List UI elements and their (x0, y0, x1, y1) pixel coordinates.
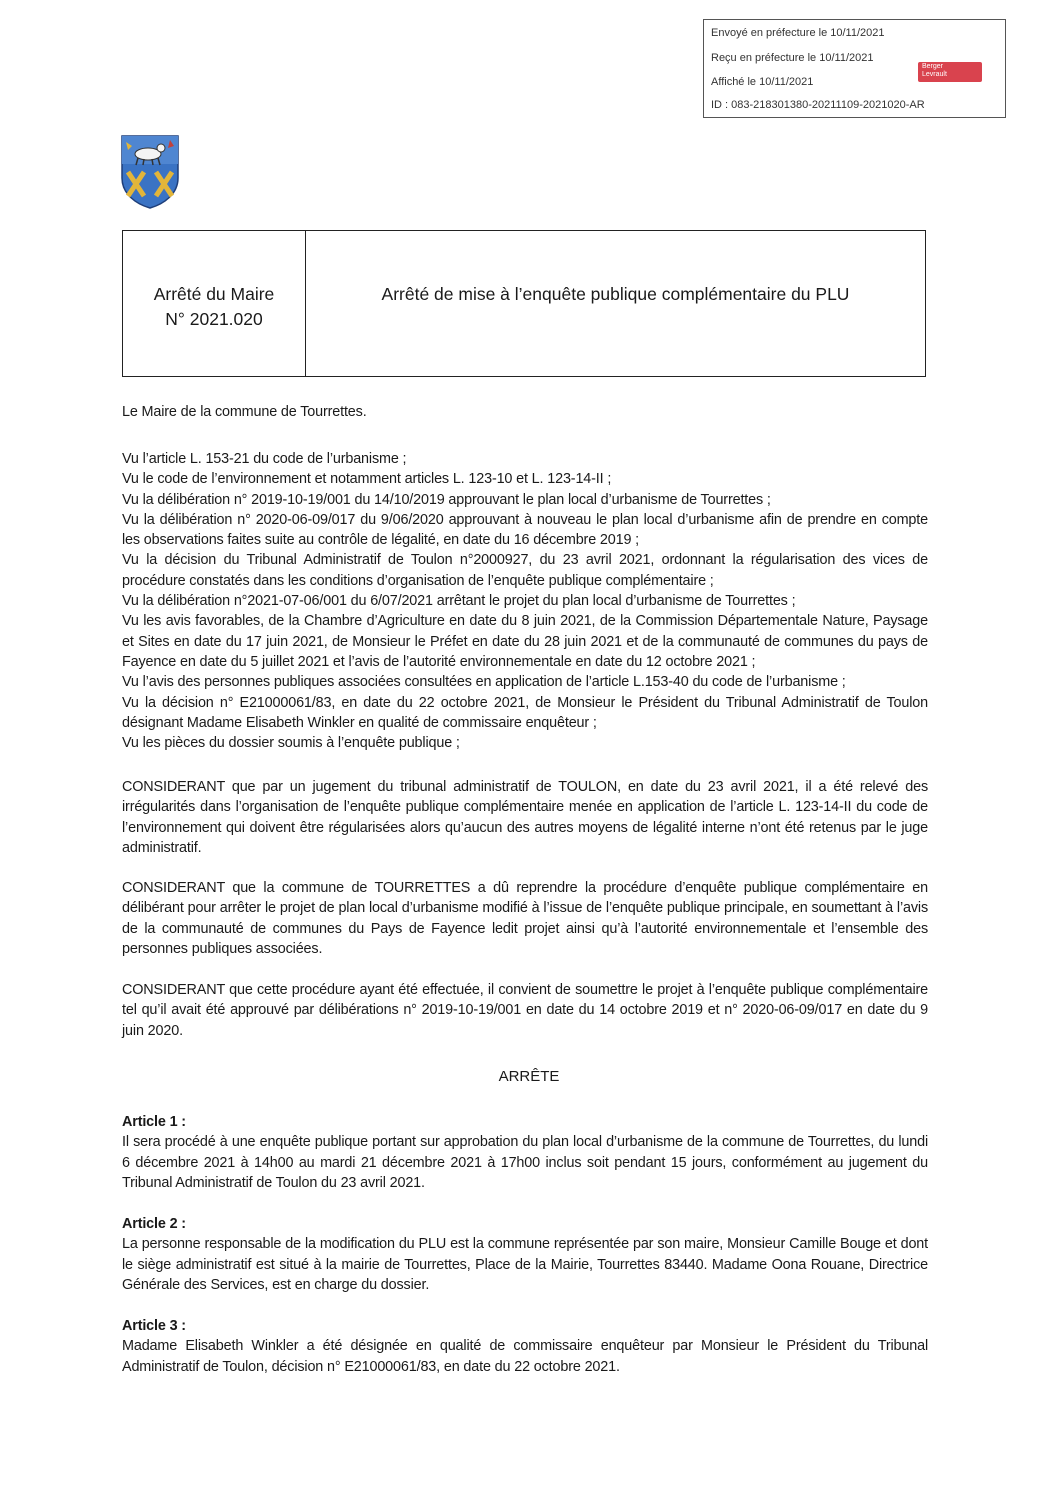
vu-item: Vu le code de l’environnement et notamment articles L. 123-10 et L. 123-14-II ; (122, 471, 612, 488)
prefecture-stamp (703, 19, 1006, 118)
vu-item: Vu la décision n° E21000061/83, en date du 22 octobre 2021, de Monsieur le Président du Tribunal Administratif de Toulon désignant Madame Elisabeth Winkler en qualité de commissaire enquêteur ; (122, 694, 928, 731)
stamp-sent: Envoyé en préfecture le 10/11/2021 (711, 27, 885, 39)
arrete-header-box (122, 230, 926, 377)
article-title: Article 3 : (122, 1318, 186, 1334)
article-text: Madame Elisabeth Winkler a été désignée en qualité de commissaire enquêteur par Monsieur le Président du Tribunal Administratif de Toulon, décision n° E21000061/83, en date du 22 octobre 2021. (122, 1338, 928, 1375)
article-1 (122, 1112, 928, 1193)
arrete-number-cell (123, 231, 306, 376)
considerant-text: CONSIDERANT que par un jugement du tribunal administratif de TOULON, en date du 23 avril 2021, il a été relevé des irrégularités dans l’organisation de l’enquête publique complémentaire menée en application de l’article L. 123-14-II du code de l’environnement qui doivent être régularisées alors qu’aucun des autres moyens de légalité interne n’ont été retenus par le juge administratif. (122, 779, 928, 856)
vu-item: Vu les pièces du dossier soumis à l’enquête publique ; (122, 735, 460, 752)
article-text: Il sera procédé à une enquête publique portant sur approbation du plan local d’urbanisme de la commune de Tourrettes, du lundi 6 décembre 2021 à 14h00 au mardi 21 décembre 2021 à 17h00 inclus soit pendant 15 jours, conformément au jugement du Tribunal Administratif de Toulon du 23 avril 2021. (122, 1134, 928, 1191)
considerant-3 (122, 980, 928, 1041)
arrete-heading: ARRÊTE (498, 1068, 560, 1085)
article-text: La personne responsable de la modification du PLU est la commune représentée par son maire, Monsieur Camille Bouge et dont le siège administratif est situé à la mairie de Tourrettes, Place de la Mairie, Tourrettes 83440. Madame Oona Rouane, Directrice Générale des Services, est en charge du dossier. (122, 1236, 928, 1293)
vu-item: Vu la délibération n° 2020-06-09/017 du 9/06/2020 approuvant à nouveau le plan local d’urbanisme afin de prendre en compte les observations faites suite au contrôle de légalité, en date du 16 décembre 2019 ; (122, 511, 928, 549)
stamp-posted: Affiché le 10/11/2021 (711, 76, 814, 88)
article-3 (122, 1316, 928, 1377)
stamp-id: ID : 083-218301380-20211109-2021020-AR (711, 99, 925, 111)
vu-item: Vu les avis favorables, de la Chambre d’Agriculture en date du 8 juin 2021, de la Commission Départementale Nature, Paysage et Sites en date du 17 juin 2021, de Monsieur le Préfet en date du 28 juin 2021 et de la communauté de communes du pays de Fayence en date du 5 juillet 2021 et l’avis de l’autorité environnementale en date du 12 octobre 2021 ; (122, 613, 928, 670)
vu-item: Vu l’avis des personnes publiques associées consultées en application de l’article L.153-40 du code de l’urbanisme ; (122, 674, 846, 691)
article-2 (122, 1214, 928, 1295)
considerant-2 (122, 878, 928, 959)
arrete-title: Arrêté de mise à l’enquête publique complémentaire du PLU (381, 284, 850, 304)
logo-line-2: Levrault (922, 71, 947, 78)
article-title: Article 2 : (122, 1216, 186, 1232)
considerant-text: CONSIDERANT que cette procédure ayant été effectuée, il convient de soumettre le projet à l’enquête publique complémentaire tel qu’il avait été approuvé par délibérations n° 2019-10-19/001 en date du 14 octobre 2019 et n° 2020-06-09/017 en date du 9 juin 2020. (122, 982, 928, 1039)
vu-list (122, 449, 928, 753)
arrete-label: Arrêté du Maire (153, 284, 275, 304)
municipal-crest-icon (118, 134, 182, 210)
vu-item: Vu l’article L. 153-21 du code de l’urbanisme ; (122, 451, 407, 467)
vu-item: Vu la délibération n° 2019-10-19/001 du 14/10/2019 approuvant le plan local d’urbanisme de Tourrettes ; (122, 491, 771, 508)
berger-levrault-logo (918, 62, 982, 82)
logo-line-1: Berger (922, 63, 944, 70)
vu-item: Vu la décision du Tribunal Administratif de Toulon n°2000927, du 23 avril 2021, ordonnant la régularisation des vices de procédure constatés dans les conditions d’organisation de l’enquête publique complémentaire ; (122, 552, 928, 589)
intro-paragraph (122, 402, 928, 422)
stamp-received: Reçu en préfecture le 10/11/2021 (711, 52, 874, 64)
article-title: Article 1 : (122, 1114, 186, 1130)
arrete-number: N° 2021.020 (165, 309, 263, 329)
vu-item: Vu la délibération n°2021-07-06/001 du 6/07/2021 arrêtant le projet du plan local d’urbanisme de Tourrettes ; (122, 593, 796, 610)
considerant-1 (122, 777, 928, 858)
intro-text: Le Maire de la commune de Tourrettes. (122, 404, 367, 420)
considerant-text: CONSIDERANT que la commune de TOURRETTES a dû reprendre la procédure d’enquête publique complémentaire en délibérant pour arrêter le projet de plan local d’urbanisme modifié à l’issue de l’enquête publique principale, en soumettant à l’avis de la communauté de communes du Pays de Fayence ledit projet ainsi qu’à l’autorité environnementale et l’ensemble des personnes publiques associées. (122, 880, 928, 957)
